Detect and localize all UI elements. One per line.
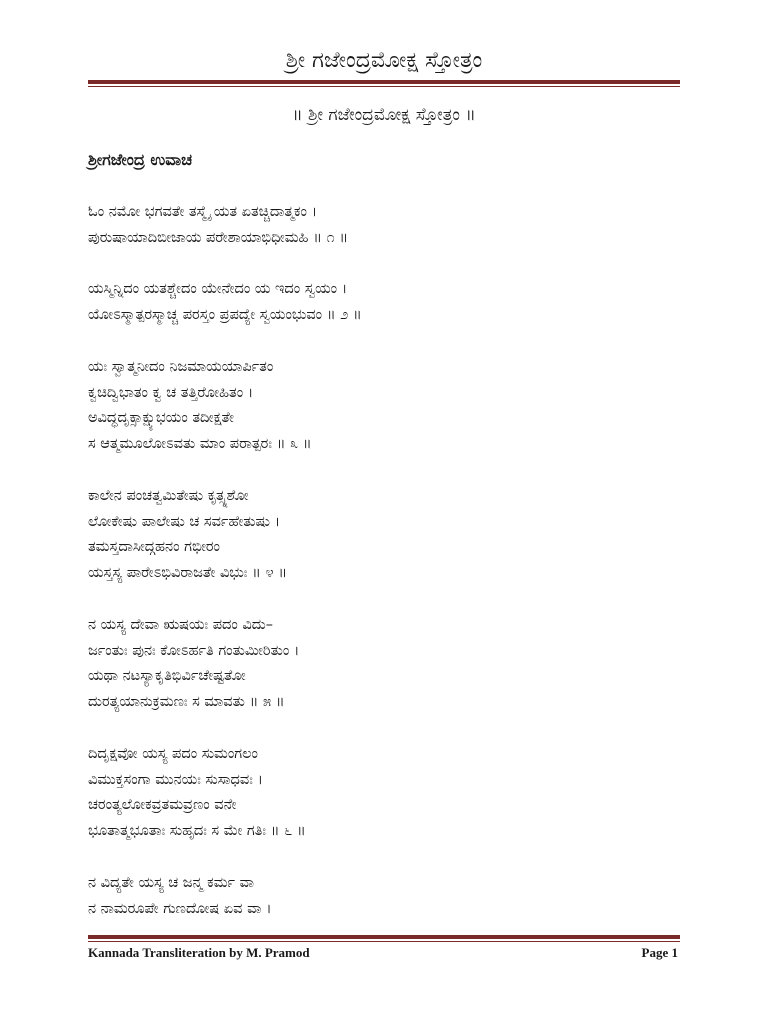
verse-line: ದುರತ್ಯಯಾನುಕ್ರಮಣಃ ಸ ಮಾವತು ॥ ೫ ॥ xyxy=(88,694,285,711)
verse-line: ಲೋಕೇಷು ಪಾಲೇಷು ಚ ಸರ್ವಹೇತುಷು । xyxy=(88,513,281,530)
stanza xyxy=(88,355,678,458)
verse-line: ಅವಿದ್ಧದೃಕ್ಸಾಕ್ಷ್ಯುಭಯಂ ತದೀಕ್ಷತೇ xyxy=(88,410,234,427)
stanza xyxy=(88,484,678,587)
verse-line: ಚರಂತ್ಯಲೋಕವ್ರತಮವ್ರಣಂ ವನೇ xyxy=(88,797,237,814)
stanza xyxy=(88,742,678,845)
stotra-heading: ॥ ಶ್ರೀ ಗಜೇಂದ್ರಮೋಕ್ಷ ಸ್ತೋತ್ರಂ ॥ xyxy=(292,105,476,125)
verse-line: ಯಥಾ ನಟಸ್ಯಾಕೃತಿಭಿರ್ವಿಚೇಷ್ಟತೋ xyxy=(88,668,246,685)
header-rule-thick xyxy=(88,80,680,84)
stanza xyxy=(88,200,678,252)
verse-line: ಕ್ವಚಿದ್ವಿಭಾತಂ ಕ್ವ ಚ ತತ್ತಿರೋಹಿತಂ । xyxy=(88,384,254,401)
verse-line: ಕಾಲೇನ ಪಂಚತ್ವಮಿತೇಷು ಕೃತ್ಸ್ನಶೋ xyxy=(88,487,249,504)
verse-line: ನ ವಿದ್ಯತೇ ಯಸ್ಯ ಚ ಜನ್ಮ ಕರ್ಮ ವಾ xyxy=(88,874,255,891)
verse-line: ಯಸ್ಮಿನ್ನಿದಂ ಯತಶ್ಚೇದಂ ಯೇನೇದಂ ಯ ಇದಂ ಸ್ವಯಂ । xyxy=(88,281,348,298)
page-title: ಶ್ರೀ ಗಜೇಂದ್ರಮೋಕ್ಷ ಸ್ತೋತ್ರಂ xyxy=(285,48,483,73)
verse-line: ನ ಯಸ್ಯ ದೇವಾ ಋಷಯಃ ಪದಂ ವಿದು– xyxy=(88,616,273,633)
footer-rule-thin xyxy=(88,941,680,942)
verse-line: ಯಃ ಸ್ವಾತ್ಮನೀದಂ ನಿಜಮಾಯಯಾರ್ಪಿತಂ xyxy=(88,358,274,375)
speaker-label: ಶ್ರೀಗಜೇಂದ್ರ ಉವಾಚ xyxy=(88,150,193,169)
footer-rule-thick xyxy=(88,935,680,939)
verse-line: ಪುರುಷಾಯಾದಿಬೀಜಾಯ ಪರೇಶಾಯಾಭಿಧೀಮಹಿ ॥ ೧ ॥ xyxy=(88,229,349,246)
verse-line: ತಮಸ್ತದಾಸೀದ್ಗಹನಂ ಗಭೀರಂ xyxy=(88,539,220,556)
verse-line: ಯಸ್ತಸ್ಯ ಪಾರೇಽಭಿವಿರಾಜತೇ ವಿಭುಃ ॥ ೪ ॥ xyxy=(88,565,288,582)
verse-line: ಭೂತಾತ್ಮಭೂತಾಃ ಸುಹೃದಃ ಸ ಮೇ ಗತಿಃ ॥ ೬ ॥ xyxy=(88,823,306,840)
stanza xyxy=(88,277,678,329)
verse-line: ನ ನಾಮರೂಪೇ ಗುಣದೋಷ ಏವ ವಾ । xyxy=(88,900,272,917)
verse-line: ದಿದೃಕ್ಷವೋ ಯಸ್ಯ ಪದಂ ಸುಮಂಗಲಂ xyxy=(88,745,258,762)
header-rule-thin xyxy=(88,86,680,87)
verse-body xyxy=(88,200,678,948)
footer-credit: Kannada Transliteration by M. Pramod xyxy=(88,945,310,960)
verse-line: ಸ ಆತ್ಮಮೂಲೋಽವತು ಮಾಂ ಪರಾತ್ಪರಃ ॥ ೩ ॥ xyxy=(88,436,312,453)
verse-line: ಯೋಽಸ್ಮಾತ್ಪರಸ್ಮಾಚ್ಚ ಪರಸ್ತಂ ಪ್ರಪದ್ಯೇ ಸ್ವಯಂಭುವಂ ॥ ೨ ॥ xyxy=(88,307,362,324)
stanza xyxy=(88,613,678,716)
verse-line: ಓಂ ನಮೋ ಭಗವತೇ ತಸ್ಮೈ ಯತ ಏತಚ್ಚಿದಾತ್ಮಕಂ । xyxy=(88,204,318,220)
page-number: Page 1 xyxy=(641,945,678,960)
verse-line: ವಿಮುಕ್ತಸಂಗಾ ಮುನಯಃ ಸುಸಾಧವಃ । xyxy=(88,771,263,788)
stanza xyxy=(88,871,678,923)
verse-line: ರ್ಜಂತುಃ ಪುನಃ ಕೋಽರ್ಹತಿ ಗಂತುಮೀರಿತುಂ । xyxy=(88,642,300,659)
